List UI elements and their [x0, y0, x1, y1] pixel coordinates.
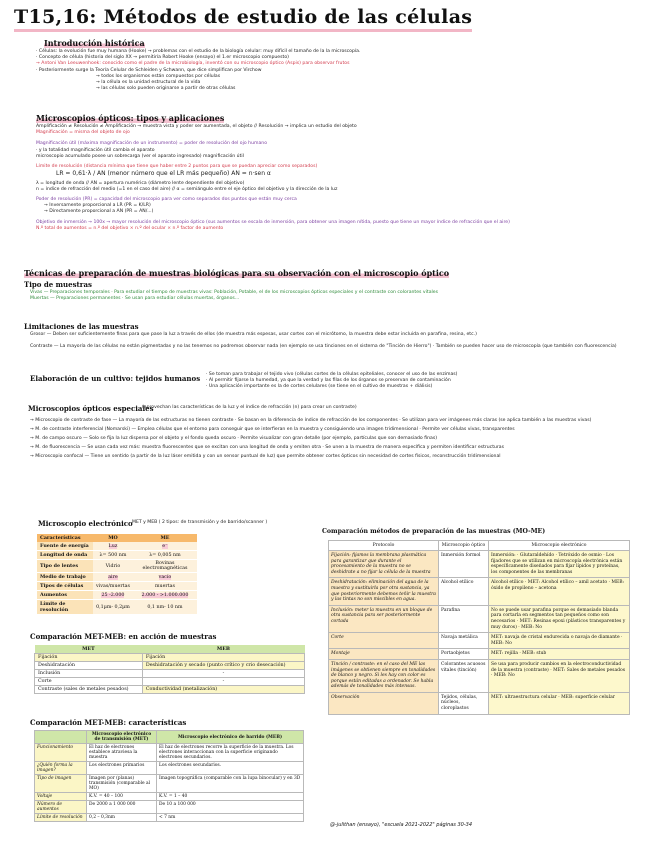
special-notes: → Microscopio de contraste de fase — La mayoría de las estructuras no tienen contraste · Se basan en la diferencia de índice de refracción de los componentes · Se utilizan para ver imágenes más claras (se aplica también a las muestras vivas) → M. de contraste interferencial (Nomarski) — Emplea células que el entorno para conseguir que se interfieran en la muestra y consiguiendo una imagen tridimensional · Permite ver células vivas, transparentes → M. de campo oscuro — Solo se fija la luz dispersa por el objeto y el fondo queda oscuro · Permite visualizar con gran detalle (por ejemplo, partículas que son demasiado finas) → M. de fluorescencia — Se usan cada vez más: muestra fluorescentes que se excitan con una longitud de onda y emiten otra · Se unen a la muestra de manera específica y permiten identificar estructuras → Microscopio confocal — Tiene un sentido (a partir de la luz láser emitida y con un sensor puntual de luz) que permite obtener cortes ópticos sin necesidad de cortes físicos, reconstrucción tridimensional [30, 418, 592, 459]
techniques-heading: Técnicas de preparación de muestras biológicas para su observación con el microscopio óptico [24, 268, 450, 278]
table-row: Deshidratación: eliminación del agua de la muestra y sustituirla por otra sustancia, ya que posteriormente debemos teñir la muestra y las tintas no son miscibles en agua. Alcohol etílico Alcohol etílico · MET: Alcohol etílico – amil acetato · MEB: óxido de propileno – acetona [329, 578, 630, 605]
table-row: Corte Navaja metálica MET: navaja de cristal endurecida o navaja de diamante · MEB: No [329, 633, 630, 649]
table-row: Fuente de energía Luz e⁻ [37, 542, 197, 551]
samples-heading: Tipo de muestras [24, 280, 92, 289]
table-row: Longitud de onda λ= 500 nm λ= 0,005 nm [37, 551, 197, 560]
living-heading: Elaboración de un cultivo: tejidos humanos [30, 374, 201, 383]
prep-methods-table [328, 540, 630, 715]
electronic-sub: MET y MEB ( 2 tipos: de transmisión y de barrido/scanner ) [132, 520, 268, 525]
table-row: Voltaje K.V. = 40 – 100 K.V. = 1 – 40 [35, 793, 304, 801]
table-row: Funcionamiento El haz de electrones establece atraviesa la muestra El haz de electrones recorre la superficie de la muestra. Los electrones interaccionan con la superficie originando electrones secundarios. [35, 744, 304, 762]
intro-notes: · Células: la evolución fue muy humana (Hooke) → problemas con el estudio de la biología celular: muy difícil el tamaño de la la microscopía. · Concepto de célula (historia del siglo XX → permitiría Robert Hooke (ensayo) el 1.er microscopio compuesto) → Antoni Van Leeuwenhoek: conocido como el padre de la microbiología, inventó con su microscopio óptico (Aspis) para observar frutos · Posteriormente surge la Teoría Celular de Schleiden y Schwann, que dice simplifican por Virchow → todos los organismos están compuestos por células → la célula es la unidad estructural de la vida → las células solo pueden originarse a partir de otras células [36, 49, 361, 92]
table-header-row: Microscopio electrónico de transmisión (MET) Microscopio electrónico de barrido (MEB) [35, 731, 304, 744]
table-header-row: Protocolo Microscopio óptico Microscopio electrónico [329, 541, 630, 551]
page-title: T15,16: Métodos de estudio de las células [14, 6, 472, 28]
table-row: Tipo de imagen Imagen por (planas) transmisión (comparable al MO) Imagen topográfica (comparable con la lupa binocular) y en 3D [35, 775, 304, 793]
table-row: Inclusión - [35, 670, 305, 678]
table-row: Corte - [35, 678, 305, 686]
table-row: Límite de resolución 0,2 – 0,3nm < 7 nm [35, 814, 304, 822]
mo-me-table [37, 534, 197, 615]
limits-heading: Limitaciones de las muestras [24, 322, 139, 331]
met-meb-features-table [34, 730, 304, 822]
met-meb-prep-table [34, 645, 305, 694]
prep-heading: Comparación métodos de preparación de las muestras (MO-ME) [322, 528, 546, 535]
table-row: Deshidratación Deshidratación y secado (punto crítico y crio desecación) [35, 662, 305, 670]
table-row: Tipo de lentes Vidrio Bovinas electromagnéticas [37, 560, 197, 573]
electronic-heading: Microscopio electrónico [38, 519, 133, 528]
table-header-row: MET MEB [35, 645, 305, 654]
samples-notes: Vivas — Preparaciones temporales · Para estudiar el tiempo de muestras vivas: Población, Potable, el de los microscopios ópticos especiales y el contraste con colorantes vitales Muertas — Preparaciones permanentes · Se usan para estudiar células muertas, órganos… [30, 290, 439, 302]
signature: @-julithan (ensayo), "escuela 2021-2022" páginas 30-34 [330, 822, 473, 828]
table-row: Medio de trabajo aire vacío [37, 573, 197, 582]
special-sub: (aprovechan las características de la luz y el índice de refracción (n) para crear un contraste) [142, 405, 357, 410]
table-row: Fijación: fijamos la membrana plasmática para garantizar que durante el procesamiento de la muestra no se deshidrate a no fijar la célula de la muestra Inmersión formol Inmersión: · Glutaraldehído · Tetróxido de osmio · Los fijadores que se utilizan en microscopía electrónica están específicamente diseñados para fijar lípidos y proteínas, los componentes de las membranas [329, 551, 630, 578]
limits-notes: Grosor — Deben ser suficientemente finas para que pase la luz a través de ellos (de muestra más espesas, usar cortes con el micrótomo, la muestra debe estar incluida en parafina, resina, etc.) Contraste — La mayoría de las células no están pigmentadas y no las tenemos no podremos observar nada (en ejemplo se usa tinciones en el sistema de "Tinción de Hierro") · También se pueden hacer uso de microscopía (que también con fluorescencia) [30, 332, 617, 350]
table-row: Contraste (sales de metales pesados) Conductividad (metalización) [35, 686, 305, 694]
table-row: Tipos de células vivas/muertas muertas [37, 582, 197, 591]
table-row: Inclusión: meter la muestra en un bloque de otra sustancia para ser posteriormente cortada Parafina No se puede usar parafina porque es demasiado blanda para cortarla en segmentos tan pequeños como son necesarios · MET: Resinas epoxi (plásticos transparentes y muy duros) · MEB: No [329, 605, 630, 632]
table-row: Fijación Fijación [35, 654, 305, 662]
intro-heading: Introducción histórica [44, 38, 145, 48]
table-row: Aumentos 25 -2.000 2.000 - >1.000.000 [37, 591, 197, 600]
comp2-heading: Comparación MET-MEB: características [30, 718, 187, 727]
optical-heading: Microscopios ópticos: tipos y aplicaciones [36, 113, 225, 123]
optical-notes: Amplificación ≠ Resolución ≠ Amplificación → muestra vista y poder ser aumentada, el objeto // Resolución → implica un estudio del objeto Magnificación = misma del objeto de ojo Magnificación útil (máxima magnificación de un instrumento) = poder de resolución del ojo humano · y la totalidad magnificación útil cambia el aparato microscopio acumulado posee un sobrecarga (ver el aparato ingresado) magnificación útil Límite de resolución (distancia mínima que tiene que haber entre 2 puntos para que se puedan apreciar como separados) LR = 0,61·λ / AN (menor número que el LR más pequeño) AN = n·sen α λ = longitud de onda // AN = apertura numérica (diámetro lente dependiente del objetivo) n = índice de refracción del medio (=1 en el caso del aire) // α = semiángulo entre el eje óptico del objetivo y la dirección de la luz Poder de resolución (PR) = capacidad del microscopio para ver como separados dos puntos que están muy cerca → Inversamente proporcional a LR (PR = K/LR) → Directamente proporcional a AN (PR = AN/...) Objetivo de inmersión → 100x → mayor resolución del microscopio óptico (sus aumentos se escala de inmersión, para obtener una imagen nítida, puesto que tiene un mayor índice de refracción que el aire) N.º total de aumentos = n.º del objetivo × n.º del ocular × n.º factor de aumento [36, 124, 510, 232]
table-row: Tinción / contraste: en el caso del ME las imágenes se obtienen siempre en tonalidades de blanco y negro. Si les hay con color es porque están editadas a ordenador. Se habla además de tonalidades más intensas. Colorantes acuosos vitales (tinción) Se usa para producir cambios en la electroconductividad de la muestra (contraste) · MET: Sales de metales pesados · MEB: No [329, 659, 630, 692]
living-notes: · Se toman para trabajar el tejido vivo (células cortes de la células epiteliales, conocer el uso de las enzimas) · Al permitir fijarse la humedad, ya que la verdad y las filas de los órganos se preservan de contaminación · Una aplicación importante es la de cortes celulares (se tiene en el cultivo de muestras + diálisis) [206, 372, 458, 390]
table-row: Observación Tejidos, células, núcleos, cloroplastos MET: ultraestructura celular · MEB: superficie celular [329, 692, 630, 714]
table-header-row: Características MO ME [37, 534, 197, 542]
table-row: ¿Quién forma la imagen? Los electrones primarios Los electrones secundarios. [35, 762, 304, 775]
comp1-heading: Comparación MET-MEB: en acción de muestras [30, 632, 217, 641]
table-row: Número de aumentos De 2000 a 1 000 000 De 10 a 100 000 [35, 801, 304, 814]
table-row: Montaje Portaobjetos MET: rejilla · MEB: stub [329, 649, 630, 660]
table-row: Límite de resolución 0,1µm- 0,2µm 0,1 nm- 10 nm [37, 600, 197, 615]
special-heading: Microscopios ópticos especiales [28, 404, 154, 413]
